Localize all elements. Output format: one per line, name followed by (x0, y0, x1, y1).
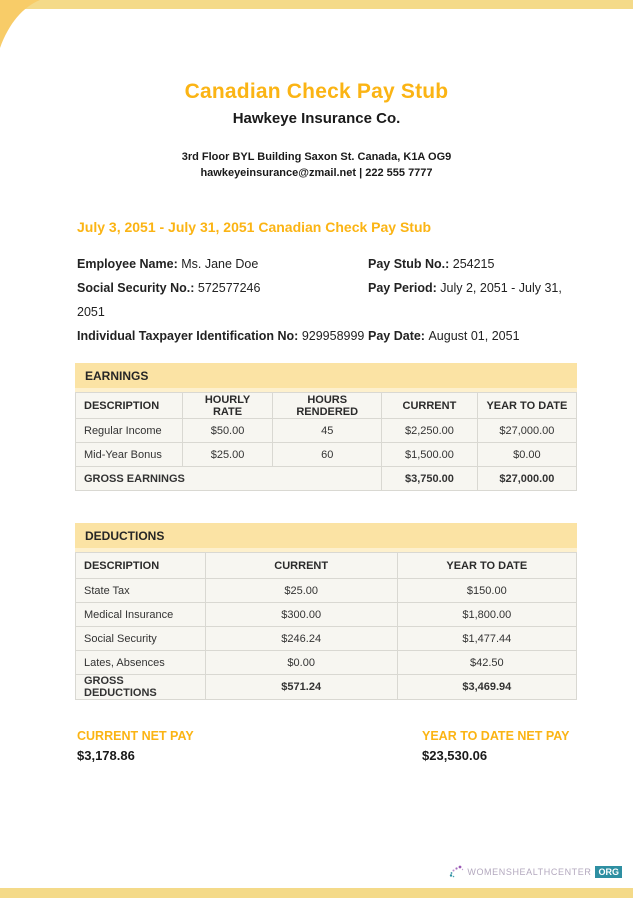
table-row (76, 627, 577, 651)
column-header: CURRENT (205, 553, 397, 579)
empty-cell (368, 304, 567, 328)
footer-brand-text: WOMENSHEALTHCENTER (467, 867, 592, 877)
column-header: CURRENT (382, 393, 478, 419)
page-title: Canadian Check Pay Stub (184, 80, 449, 103)
total-ytd-cell: $27,000.00 (477, 467, 576, 491)
pay-date-field (368, 328, 567, 352)
earnings-section-header: EARNINGS (75, 363, 577, 388)
info-row (77, 280, 567, 304)
table-row (76, 419, 577, 443)
footer-watermark (449, 864, 622, 880)
total-current-cell: $571.24 (205, 675, 397, 700)
deductions-section-header: DEDUCTIONS (75, 523, 577, 548)
table-cell: $2,250.00 (382, 419, 478, 443)
field-label: Pay Stub No.: (368, 257, 450, 271)
table-cell: $50.00 (182, 419, 273, 443)
table-row (76, 579, 577, 603)
field-value: 254215 (452, 257, 495, 271)
info-row (77, 256, 567, 280)
table-cell: Medical Insurance (76, 603, 206, 627)
column-header: HOURS RENDERED (273, 393, 382, 419)
column-header: YEAR TO DATE (477, 393, 576, 419)
table-row (76, 651, 577, 675)
column-header: YEAR TO DATE (397, 553, 576, 579)
total-ytd-cell: $3,469.94 (397, 675, 576, 700)
gross-earnings-row (76, 467, 577, 491)
info-row (77, 304, 567, 328)
bottom-accent-bar (0, 888, 633, 898)
top-accent-bar (0, 0, 633, 9)
table-cell: $1,477.44 (397, 627, 576, 651)
dots-swirl-icon (449, 864, 465, 880)
column-header: DESCRIPTION (76, 553, 206, 579)
field-value: Ms. Jane Doe (181, 257, 259, 271)
footer-brand-suffix-badge: ORG (595, 866, 622, 878)
table-cell: $246.24 (205, 627, 397, 651)
pay-period-field (368, 280, 567, 304)
company-address: 3rd Floor BYL Building Saxon St. Canada, K1A OG9 (181, 151, 452, 163)
deductions-table (75, 552, 577, 700)
field-label: Pay Period: (368, 281, 437, 295)
table-cell: $1,800.00 (397, 603, 576, 627)
table-cell: Regular Income (76, 419, 183, 443)
earnings-table (75, 392, 577, 491)
table-cell: $150.00 (397, 579, 576, 603)
field-value: July 2, 2051 - July 31, (440, 281, 562, 295)
table-cell: Lates, Absences (76, 651, 206, 675)
taxpayer-id-field (77, 328, 368, 352)
table-cell: $0.00 (477, 443, 576, 467)
pay-period-wrap-text (77, 304, 368, 328)
deductions-section (75, 523, 577, 700)
gross-deductions-row (76, 675, 577, 700)
employee-name-field (77, 256, 368, 280)
info-row (77, 328, 567, 352)
pay-stub-no-field (368, 256, 567, 280)
total-current-cell: $3,750.00 (382, 467, 478, 491)
employee-info-block (77, 256, 567, 352)
current-net-pay-label: CURRENT NET PAY (77, 729, 194, 743)
pay-period-heading: July 3, 2051 - July 31, 2051 Canadian Check Pay Stub (77, 219, 432, 235)
field-label: Pay Date: (368, 329, 425, 343)
table-cell: State Tax (76, 579, 206, 603)
ytd-net-pay-value: $23,530.06 (422, 748, 488, 763)
corner-wedge-shape (0, 0, 46, 52)
table-cell: $1,500.00 (382, 443, 478, 467)
company-name: Hawkeye Insurance Co. (232, 110, 401, 127)
field-value: 572577246 (197, 281, 261, 295)
field-label: Employee Name: (77, 257, 178, 271)
social-security-field (77, 280, 368, 304)
table-cell: 45 (273, 419, 382, 443)
field-value: 929958999 (301, 329, 365, 343)
table-row (76, 603, 577, 627)
column-header: DESCRIPTION (76, 393, 183, 419)
table-cell: $300.00 (205, 603, 397, 627)
table-cell: $25.00 (182, 443, 273, 467)
current-net-pay-value: $3,178.86 (77, 748, 135, 763)
table-cell: $27,000.00 (477, 419, 576, 443)
field-label: Social Security No.: (77, 281, 195, 295)
earnings-header-row (76, 393, 577, 419)
table-cell: 60 (273, 443, 382, 467)
table-row (76, 443, 577, 467)
field-value: August 01, 2051 (428, 329, 520, 343)
earnings-section (75, 363, 577, 491)
deductions-header-row (76, 553, 577, 579)
table-cell: Social Security (76, 627, 206, 651)
field-label: Individual Taxpayer Identification No: (77, 329, 299, 343)
table-cell: Mid-Year Bonus (76, 443, 183, 467)
total-label-cell: GROSS DEDUCTIONS (76, 675, 206, 700)
ytd-net-pay-label: YEAR TO DATE NET PAY (422, 729, 570, 743)
company-contact: hawkeyeinsurance@zmail.net | 222 555 7777 (200, 167, 433, 179)
column-header: HOURLY RATE (182, 393, 273, 419)
table-cell: $42.50 (397, 651, 576, 675)
field-value: 2051 (77, 305, 105, 319)
total-label-cell: GROSS EARNINGS (76, 467, 382, 491)
table-cell: $25.00 (205, 579, 397, 603)
table-cell: $0.00 (205, 651, 397, 675)
